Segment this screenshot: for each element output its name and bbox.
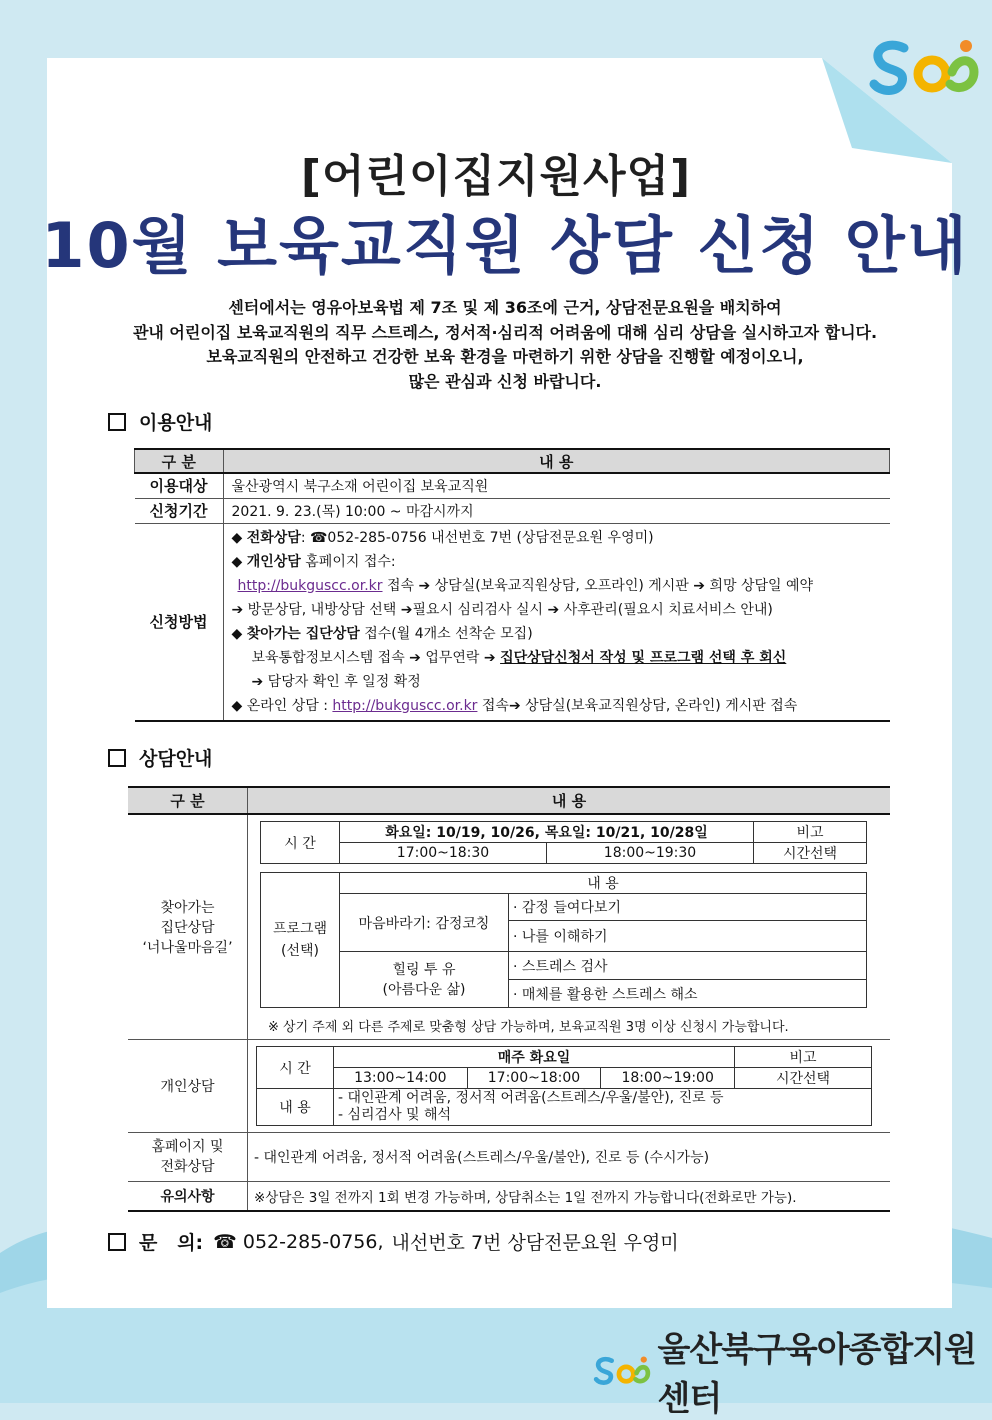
personal-note-label: 비고 [735, 1047, 872, 1068]
col-content-header: 내 용 [223, 449, 890, 473]
time-slot: 17:00~18:00 [467, 1068, 601, 1089]
contact-phone: ☎ 052-285-0756, [213, 1230, 384, 1253]
personal-value: 홈페이지 접수: [305, 553, 396, 570]
note-label: 비고 [754, 822, 867, 843]
online-step: 접속➔ 상담실(보육교직원상담, 온라인) 게시판 접속 [481, 697, 798, 714]
note-value: 시간선택 [754, 843, 867, 864]
time-slot: 18:00~19:00 [601, 1068, 735, 1089]
personal-schedule-table [256, 1046, 872, 1126]
program1-item: · 감정 들여다보기 [509, 894, 867, 921]
usage-table [134, 448, 890, 722]
program2-name: 힐링 투 유 (아름다운 삶) [340, 952, 509, 1008]
group-note: ※ 상기 주제 외 다른 주제로 맞춤형 상담 가능하며, 보육교직원 3명 이상 신청시 가능합니다. [268, 1020, 789, 1035]
contact-detail: 내선번호 7번 상담전문요원 우영미 [391, 1232, 679, 1254]
phone-label: 전화상담 [246, 529, 301, 546]
counsel-table [128, 786, 890, 1212]
personal-content-line: - 심리검사 및 해석 [338, 1107, 452, 1123]
personal-content [334, 1089, 872, 1126]
intro-text [60, 296, 950, 394]
time-slot: 13:00~14:00 [334, 1068, 468, 1089]
program-title: [어린이집지원사업] [300, 151, 692, 202]
personal-step: ➔ 방문상담, 내방상담 선택 ➔필요시 심리검사 실시 ➔ 사후관리(필요시 치료서비스 안내) [231, 601, 773, 618]
group-step: 보육통합정보시스템 접속 ➔ 업무연락 ➔ [251, 649, 496, 666]
program-content-header: 내 용 [340, 873, 867, 894]
group-step-underlined: 집단상담신청서 작성 및 프로그램 선택 후 회신 [500, 649, 787, 666]
group-counsel-content [248, 814, 891, 1040]
method-content: ◆ 전화상담: ☎052-285-0756 내선번호 7번 (상담전문요원 우영미) ◆ 개인상담 홈페이지 접수: http://bukguscc.or.kr 접속 ➔ 상담실(보육교직원상담, 오프라인) 게시판 ➔ 희망 상담일 예약 ➔ 방문상담, 내방상담 선택 ➔필요시 심리검사 실시 ➔ 사후관리(필요시 치료서비스 안내) ◆ 찾아가는 집단상담 접수(월 4개소 선착순 모집) 보육통합정보시스템 접속 ➔ 업무연락 ➔ 집단상담신청서 작성 및 프로그램 선택 후 회신 ➔ 담당자 확인 후 일정 확정 ◆ 온라인 상담 : http://bukguscc.or.kr 접속➔ 상담실(보육교직원상담, 온라인) 게시판 접속 [223, 523, 890, 721]
group-value: 접수(월 4개소 선착순 모집) [364, 625, 533, 642]
group-days: 화요일: 10/19, 10/26, 목요일: 10/21, 10/28일 [340, 822, 754, 843]
checkbox-square-icon [108, 1233, 126, 1251]
intro-line: 센터에서는 영유아보육법 제 7조 및 제 36조에 근거, 상담전문요원을 배치하여 [228, 298, 782, 317]
personal-note-value: 시간선택 [735, 1068, 872, 1089]
target-value: 울산광역시 북구소재 어린이집 보육교직원 [223, 473, 890, 498]
contact-label: 문 의: [139, 1232, 204, 1254]
intro-line: 보육교직원의 안전하고 건강한 보육 환경을 마련하기 위한 상담을 진행할 예정이오니, [206, 347, 804, 366]
main-title: 10월 보육교직원 상담 신청 안내 [41, 209, 969, 282]
personal-label: 개인상담 [246, 553, 301, 570]
time-label: 시 간 [261, 822, 340, 864]
group-schedule-table [260, 821, 867, 864]
group-label: 찾아가는 집단상담 [246, 625, 360, 642]
program1-item: · 나를 이해하기 [509, 921, 867, 952]
personal-content-line: - 대인관계 어려움, 정서적 어려움(스트레스/우울/불안), 진로 등 [338, 1090, 724, 1106]
personal-counsel-content [248, 1040, 891, 1133]
caution-value: ※상담은 3일 전까지 1회 변경 가능하며, 상담취소는 1일 전까지 가능합니다(전화로만 가능). [248, 1182, 891, 1212]
col-category-header: 구 분 [128, 787, 248, 814]
usage-section-heading [108, 408, 212, 435]
group-step: ➔ 담당자 확인 후 일정 확정 [251, 673, 421, 690]
personal-day: 매주 화요일 [334, 1047, 735, 1068]
personal-time-label: 시 간 [257, 1047, 334, 1089]
personal-step: 접속 ➔ 상담실(보육교직원상담, 오프라인) 게시판 ➔ 희망 상담일 예약 [386, 577, 814, 594]
checkbox-square-icon [108, 413, 126, 431]
col-category-header: 구 분 [135, 449, 224, 473]
online-label: 온라인 상담 : [246, 697, 328, 714]
caution-label: 유의사항 [128, 1182, 248, 1212]
homepage-link[interactable]: http://bukguscc.or.kr [237, 577, 383, 594]
web-phone-label: 홈페이지 및 전화상담 [128, 1133, 248, 1182]
center-logo-icon [592, 1348, 652, 1394]
online-link[interactable]: http://bukguscc.or.kr [332, 697, 478, 714]
col-content-header: 내 용 [248, 787, 891, 814]
method-label: 신청방법 [135, 523, 224, 721]
footer-logo [592, 1322, 992, 1420]
checkbox-square-icon [108, 749, 126, 767]
intro-line: 관내 어린이집 보육교직원의 직무 스트레스, 정서적·심리적 어려움에 대해 심리 상담을 실시하고자 합니다. [132, 322, 878, 342]
intro-line: 많은 관심과 신청 바랍니다. [408, 371, 602, 391]
program1-name: 마음바라기: 감정코칭 [340, 894, 509, 952]
program2-item: · 매체를 활용한 스트레스 해소 [509, 980, 867, 1008]
period-label: 신청기간 [135, 498, 224, 523]
contact-line [108, 1228, 679, 1255]
usage-section-title: 이용안내 [139, 412, 213, 434]
group-counsel-label: 찾아가는 집단상담 ‘너나울마음길’ [128, 814, 248, 1040]
thursday-time: 18:00~19:30 [546, 843, 753, 864]
counsel-section-heading [108, 744, 212, 771]
phone-value: : ☎052-285-0756 내선번호 7번 (상담전문요원 우영미) [300, 529, 654, 546]
center-logo-icon [866, 34, 981, 102]
counsel-section-title: 상담안내 [139, 748, 213, 770]
period-value: 2021. 9. 23.(목) 10:00 ~ 마감시까지 [223, 498, 890, 523]
web-phone-value: - 대인관계 어려움, 정서적 어려움(스트레스/우울/불안), 진로 등 (수시가능) [248, 1133, 891, 1182]
personal-counsel-label: 개인상담 [128, 1040, 248, 1133]
program2-item: · 스트레스 검사 [509, 952, 867, 980]
program-table [260, 872, 867, 1008]
target-label: 이용대상 [135, 473, 224, 498]
organization-name: 울산북구육아종합지원센터 [657, 1330, 976, 1419]
program-label: 프로그램 (선택) [261, 873, 340, 1008]
tuesday-time: 17:00~18:30 [340, 843, 547, 864]
personal-content-label: 내 용 [257, 1089, 334, 1126]
